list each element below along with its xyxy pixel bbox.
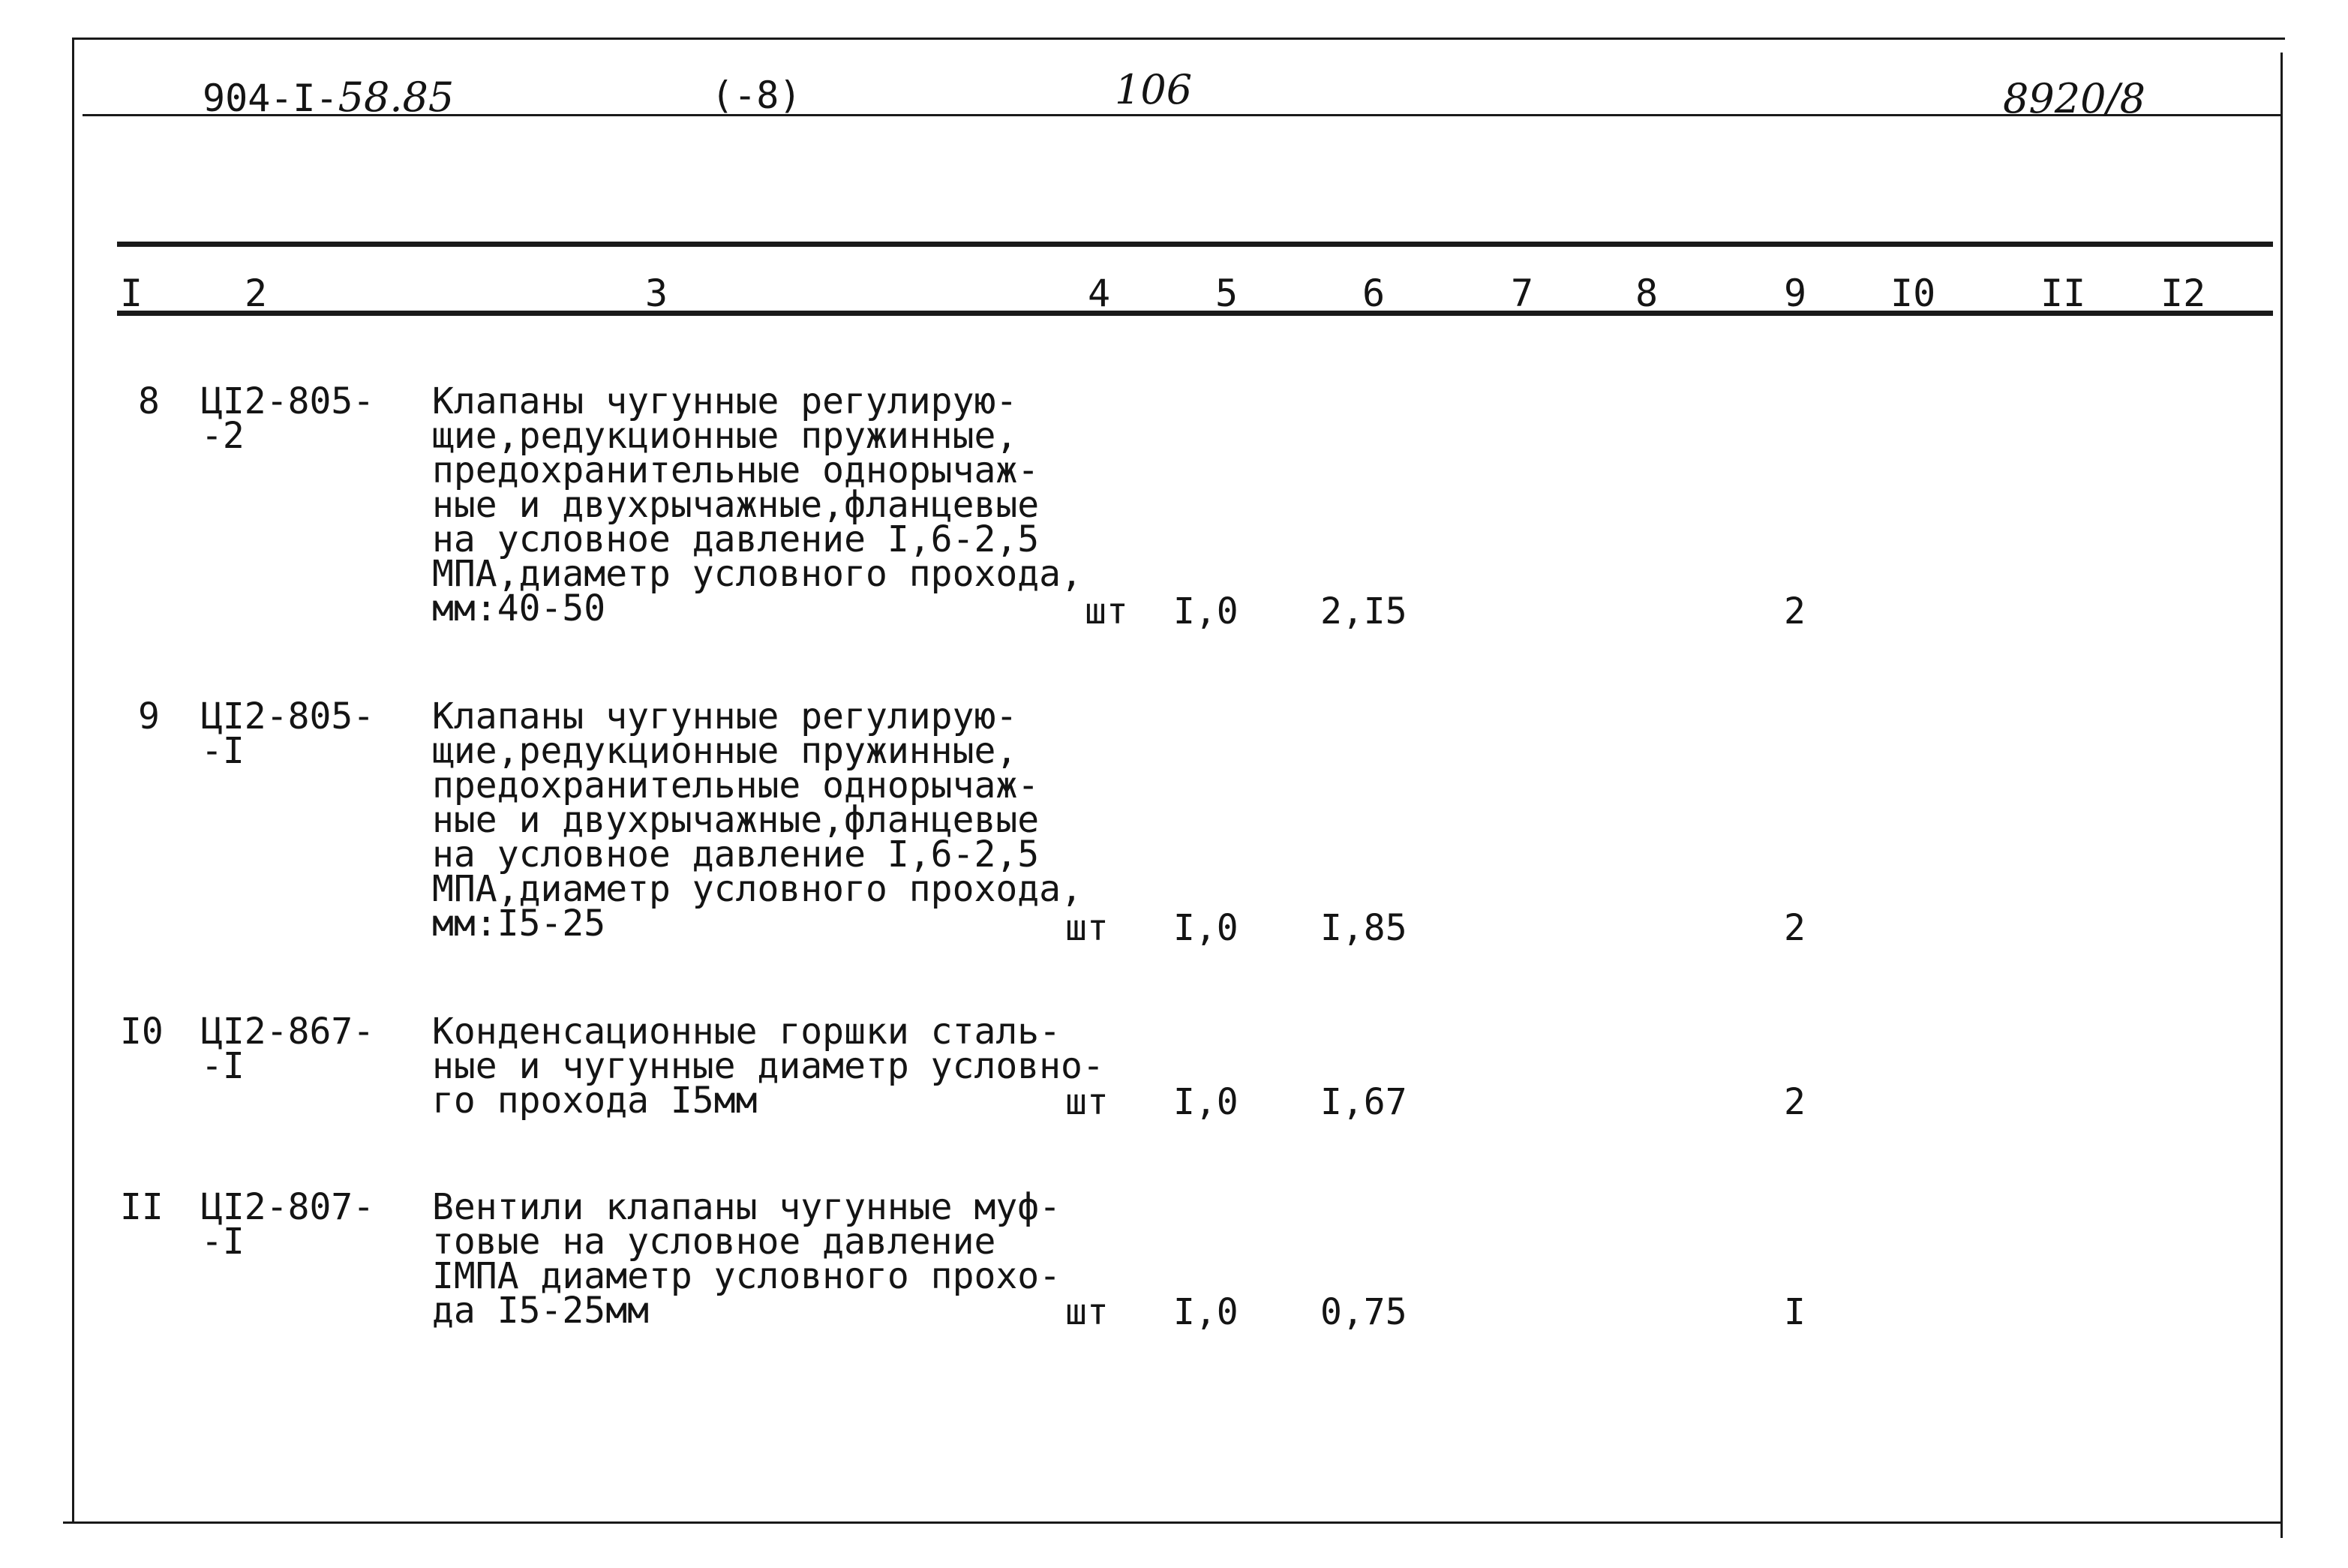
description-line: товые на условное давление	[432, 1221, 996, 1263]
quantity-col5: I,0	[1173, 1081, 1239, 1123]
description-line: мм:I5-25	[432, 903, 606, 945]
frame-right-line	[2280, 53, 2283, 1538]
frame-left-line	[72, 38, 74, 1523]
description-line: предохранительные однорычаж-	[432, 764, 1040, 807]
description-line: ные и двухрычажные,фланцевые	[432, 484, 1040, 526]
row-number: 8	[138, 380, 160, 422]
doc-code	[203, 74, 454, 121]
description-line: Конденсационные горшки сталь-	[432, 1011, 1061, 1053]
description-line: мм:40-50	[432, 587, 606, 629]
frame-top-line	[72, 38, 2285, 40]
description-line: Клапаны чугунные регулирую-	[432, 695, 1018, 737]
column-number: 5	[1215, 272, 1239, 315]
quantity-col5: I,0	[1173, 1291, 1239, 1333]
description-line: ные и двухрычажные,фланцевые	[432, 799, 1040, 841]
unit: шт	[1085, 590, 1128, 632]
column-number: 9	[1784, 272, 1807, 315]
column-number: 4	[1088, 272, 1111, 315]
code-line: -I	[201, 1221, 245, 1263]
column-number: 7	[1511, 272, 1534, 315]
code-line: -I	[201, 1045, 245, 1087]
description-line: щие,редукционные пружинные,	[432, 730, 1018, 772]
value-col9: 2	[1784, 590, 1806, 632]
column-number: 6	[1362, 272, 1386, 315]
description-line: Вентили клапаны чугунные муф-	[432, 1186, 1061, 1228]
code-line: -2	[201, 415, 245, 457]
table-top-rule	[117, 242, 2273, 247]
description-line: Клапаны чугунные регулирую-	[432, 380, 1018, 422]
description-line: МПА,диаметр условного прохода,	[432, 868, 1082, 910]
unit: шт	[1065, 1291, 1109, 1333]
doc-code-prefix: 904-I-	[203, 77, 338, 120]
value-col9: I	[1784, 1291, 1806, 1333]
value-col6: 2,I5	[1320, 590, 1407, 632]
description-line: IМПА диаметр условного прохо-	[432, 1255, 1061, 1297]
value-col6: 0,75	[1320, 1291, 1407, 1333]
description-line: на условное давление I,6-2,5	[432, 834, 1040, 876]
sheet-ref: (-8)	[711, 74, 802, 117]
value-col6: I,67	[1320, 1081, 1407, 1123]
page-number: 106	[1115, 66, 1193, 113]
value-col6: I,85	[1320, 907, 1407, 949]
column-number: 3	[645, 272, 668, 315]
description-line: го прохода I5мм	[432, 1080, 758, 1122]
description-line: на условное давление I,6-2,5	[432, 518, 1040, 560]
doc-code-suffix: 58.85	[338, 74, 455, 121]
archive-number: 8920/8	[2003, 75, 2145, 122]
description-line: МПА,диаметр условного прохода,	[432, 553, 1082, 595]
quantity-col5: I,0	[1173, 907, 1239, 949]
column-number: 8	[1635, 272, 1659, 315]
row-number: I0	[120, 1011, 164, 1053]
description-line: предохранительные однорычаж-	[432, 449, 1040, 491]
quantity-col5: I,0	[1173, 590, 1239, 632]
table-header-rule	[117, 311, 2273, 316]
row-number: 9	[138, 695, 160, 737]
value-col9: 2	[1784, 907, 1806, 949]
column-number: II	[2040, 272, 2086, 315]
column-number: I	[120, 272, 143, 315]
frame-bottom-line	[63, 1521, 2280, 1524]
row-number: II	[120, 1186, 164, 1228]
code-line: ЦI2-807-	[201, 1186, 375, 1228]
column-number: 2	[245, 272, 268, 315]
column-number: I2	[2160, 272, 2206, 315]
code-line: ЦI2-805-	[201, 380, 375, 422]
description-line: да I5-25мм	[432, 1290, 649, 1332]
code-line: -I	[201, 730, 245, 772]
value-col9: 2	[1784, 1081, 1806, 1123]
unit: шт	[1065, 1081, 1109, 1123]
code-line: ЦI2-805-	[201, 695, 375, 737]
description-line: щие,редукционные пружинные,	[432, 415, 1018, 457]
column-number: I0	[1890, 272, 1936, 315]
description-line: ные и чугунные диаметр условно-	[432, 1045, 1104, 1087]
code-line: ЦI2-867-	[201, 1011, 375, 1053]
unit: шт	[1065, 907, 1109, 949]
